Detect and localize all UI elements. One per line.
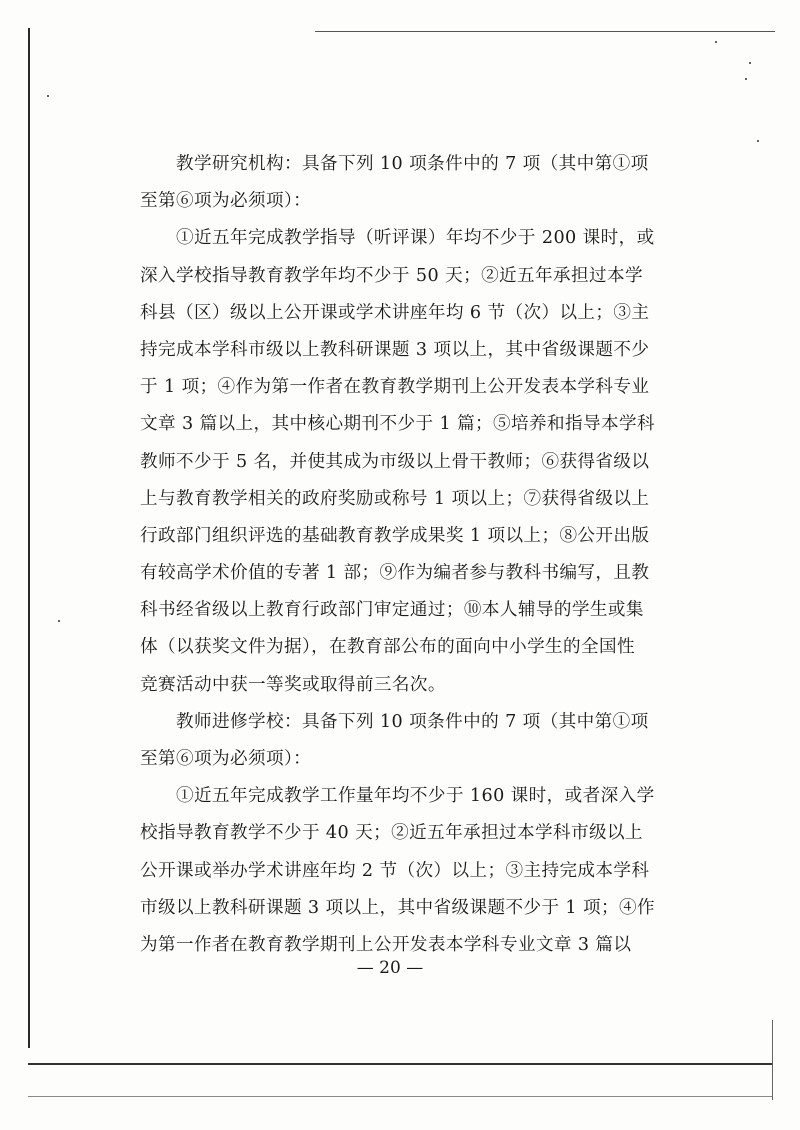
text-line: 深入学校指导教育教学年均不少于 50 天；②近五年承担过本学 xyxy=(140,265,644,286)
text-line: 文章 3 篇以上，其中核心期刊不少于 1 篇；⑤培养和指导本学科 xyxy=(140,414,655,435)
text-line: 科县（区）级以上公开课或学术讲座年均 6 节（次）以上；③主 xyxy=(140,302,650,323)
text-line: 行政部门组织评选的基础教育教学成果奖 1 项以上；⑧公开出版 xyxy=(140,525,650,546)
scan-speck xyxy=(749,62,751,64)
text-line: 有较高学术价值的专著 1 部；⑨作为编者参与教科书编写，且教 xyxy=(140,563,650,584)
text-line: 科书经省级以上教育行政部门审定通过；⑩本人辅导的学生或集 xyxy=(140,600,644,621)
scan-speck xyxy=(757,140,759,142)
page-number-text: — 20 — xyxy=(356,958,424,978)
text-line: 教师不少于 5 名，并使其成为市级以上骨干教师；⑥获得省级以 xyxy=(140,451,650,472)
page-number xyxy=(0,958,800,978)
text-line: 市级以上教科研课题 3 项以上，其中省级课题不少于 1 项；④作 xyxy=(140,897,655,918)
scan-speck xyxy=(47,95,49,97)
text-line: 至第⑥项为必须项）： xyxy=(140,191,312,212)
text-line: 公开课或举办学术讲座年均 2 节（次）以上；③主持完成本学科 xyxy=(140,860,650,881)
text-line: 上与教育教学相关的政府奖励或称号 1 项以上；⑦获得省级以上 xyxy=(140,488,650,509)
scan-speck xyxy=(58,620,60,622)
text-line: 体（以获奖文件为据），在教育部公布的面向中小学生的全国性 xyxy=(140,637,636,658)
scan-border-bottom xyxy=(28,1063,773,1065)
text-line: ①近五年完成教学指导（听评课）年均不少于 200 课时，或 xyxy=(176,228,655,249)
text-line: 校指导教育教学不少于 40 天；②近五年承担过本学科市级以上 xyxy=(140,823,644,844)
text-line: 于 1 项；④作为第一作者在教育教学期刊上公开发表本学科专业 xyxy=(140,377,650,398)
text-line: 持完成本学科市级以上教科研课题 3 项以上，其中省级课题不少 xyxy=(140,339,650,360)
scan-border-left xyxy=(28,28,30,1048)
document-body xyxy=(140,146,680,964)
text-line: 为第一作者在教育教学期刊上公开发表本学科专业文章 3 篇以 xyxy=(140,934,632,955)
scan-border-right xyxy=(772,1020,773,1100)
text-line: ①近五年完成教学工作量年均不少于 160 课时，或者深入学 xyxy=(176,786,655,807)
text-line: 竞赛活动中获一等奖或取得前三名次。 xyxy=(140,674,446,695)
scan-speck xyxy=(715,41,717,43)
text-line: 教学研究机构：具备下列 10 项条件中的 7 项（其中第①项 xyxy=(176,154,649,174)
scan-border-bottom-secondary xyxy=(28,1096,773,1097)
text-line: 至第⑥项为必须项）： xyxy=(140,749,312,769)
scan-speck xyxy=(745,78,747,80)
scan-border-top xyxy=(315,31,775,32)
text-line: 教师进修学校：具备下列 10 项条件中的 7 项（其中第①项 xyxy=(176,711,649,732)
